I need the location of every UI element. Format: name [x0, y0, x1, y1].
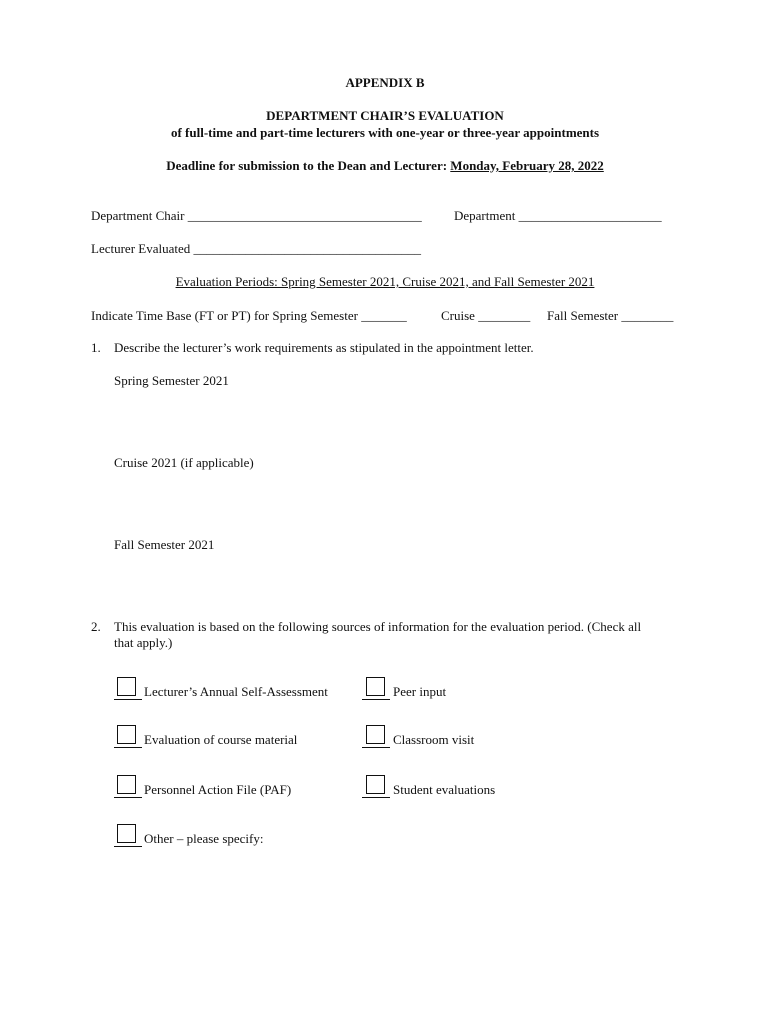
deadline-label: Deadline for submission to the Dean and Lecturer:: [166, 158, 451, 173]
deadline-line: [0, 158, 770, 174]
q2-text-line2: that apply.): [114, 635, 173, 650]
self-assessment-label: Lecturer’s Annual Self-Assessment: [144, 684, 328, 699]
appendix-heading: APPENDIX B: [345, 75, 425, 90]
checkbox-blank-line: [114, 747, 142, 748]
checkbox-blank-line: [114, 797, 142, 798]
evaluation-periods: Evaluation Periods: Spring Semester 2021, Cruise 2021, and Fall Semester 2021: [175, 274, 595, 289]
self-assessment-checkbox[interactable]: [117, 677, 136, 696]
q1-spring-label: Spring Semester 2021: [114, 373, 229, 388]
peer-input-label: Peer input: [393, 684, 447, 699]
course-material-checkbox[interactable]: [117, 725, 136, 744]
checkbox-blank-line: [362, 699, 390, 700]
student-evaluations-checkbox[interactable]: [366, 775, 385, 794]
time-base-cruise-field[interactable]: Cruise ________: [441, 308, 531, 323]
q1-fall-label: Fall Semester 2021: [114, 537, 215, 552]
form-subtitle: of full-time and part-time lecturers with one-year or three-year appointments: [170, 125, 600, 140]
paf-checkbox[interactable]: [117, 775, 136, 794]
checkbox-blank-line: [362, 747, 390, 748]
peer-input-checkbox[interactable]: [366, 677, 385, 696]
lecturer-evaluated-field[interactable]: Lecturer Evaluated ___________________________________: [91, 241, 421, 256]
checkbox-blank-line: [114, 699, 142, 700]
department-field[interactable]: Department ______________________: [454, 208, 662, 223]
q1-cruise-label: Cruise 2021 (if applicable): [114, 455, 254, 470]
time-base-fall-field[interactable]: Fall Semester ________: [547, 308, 674, 323]
classroom-visit-label: Classroom visit: [393, 732, 475, 747]
deadline-date: Monday, February 28, 2022: [450, 158, 604, 173]
paf-label: Personnel Action File (PAF): [144, 782, 292, 797]
checkbox-blank-line: [362, 797, 390, 798]
q2-text-line1: This evaluation is based on the following sources of information for the evaluation period. (Check all: [114, 619, 642, 634]
student-evaluations-label: Student evaluations: [393, 782, 496, 797]
q1-number: 1.: [91, 340, 101, 355]
time-base-spring-field[interactable]: Indicate Time Base (FT or PT) for Spring Semester _______: [91, 308, 407, 323]
form-title: DEPARTMENT CHAIR’S EVALUATION: [266, 108, 504, 123]
checkbox-blank-line: [114, 846, 142, 847]
other-checkbox[interactable]: [117, 824, 136, 843]
department-chair-field[interactable]: Department Chair ____________________________________: [91, 208, 422, 223]
q1-text: Describe the lecturer’s work requirements as stipulated in the appointment letter.: [114, 340, 534, 355]
other-label: Other – please specify:: [144, 831, 264, 846]
course-material-label: Evaluation of course material: [144, 732, 298, 747]
classroom-visit-checkbox[interactable]: [366, 725, 385, 744]
q2-number: 2.: [91, 619, 101, 634]
